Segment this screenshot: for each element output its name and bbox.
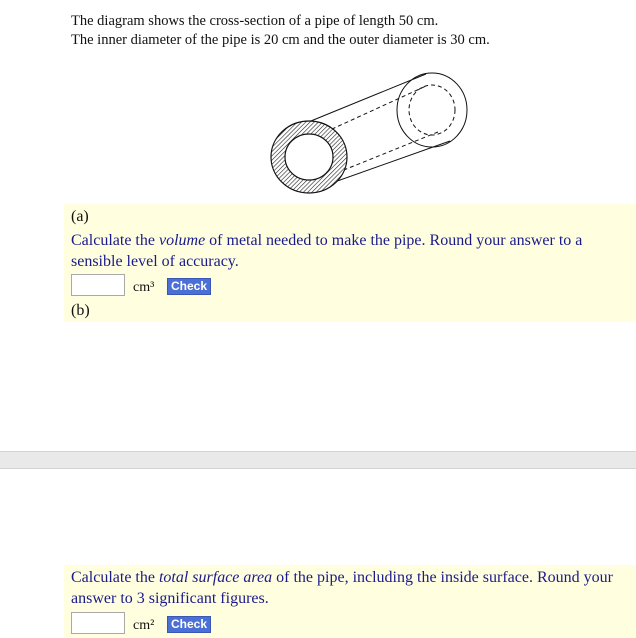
part-a-unit: cm³	[133, 280, 155, 295]
pipe-far-outer	[397, 73, 467, 147]
part-b-answer-input[interactable]	[71, 612, 125, 634]
part-b-check-button[interactable]: Check	[167, 616, 211, 633]
part-b-panel	[64, 565, 636, 638]
part-b-label: (b)	[71, 302, 90, 319]
pipe-near-inner	[285, 134, 333, 180]
pipe-diagram	[266, 68, 481, 198]
part-b-keyword: total surface area	[158, 569, 273, 586]
part-a-keyword: volume	[158, 232, 206, 249]
section-divider	[0, 451, 636, 469]
part-a-label: (a)	[71, 208, 89, 225]
part-a-check-button[interactable]: Check	[167, 278, 211, 295]
intro-text	[71, 12, 631, 50]
intro-line-2: The inner diameter of the pipe is 20 cm and the outer diameter is 30 cm.	[71, 32, 490, 48]
intro-line-1: The diagram shows the cross-section of a pipe of length 50 cm.	[71, 13, 439, 29]
part-a-panel	[64, 204, 636, 322]
part-b-unit: cm²	[133, 618, 155, 633]
part-a-question: Calculate the volume of metal needed to make the pipe. Round your answer to a sensible level of accuracy.	[71, 232, 583, 270]
part-a-answer-input[interactable]	[71, 274, 125, 296]
part-b-question: Calculate the total surface area of the pipe, including the inside surface. Round your answer to 3 significant figures.	[71, 569, 613, 607]
